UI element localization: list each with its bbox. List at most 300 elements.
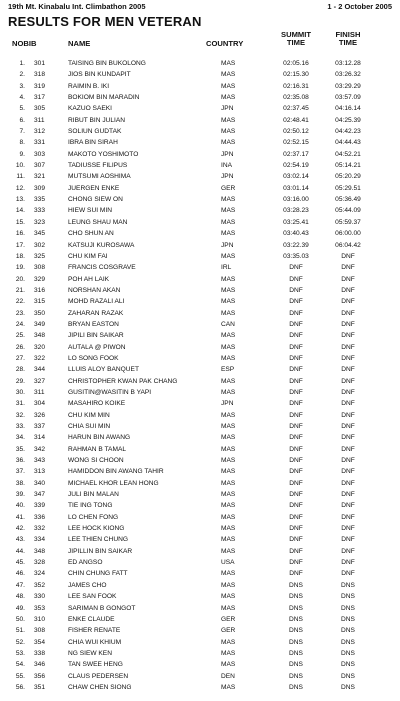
row-name: CHAW CHEN SIONG: [68, 683, 132, 691]
row-bib-number: 337: [34, 423, 46, 430]
row-country: MAS: [221, 309, 236, 317]
row-finish-time: DNF: [341, 525, 355, 533]
row-position: 42.: [15, 525, 25, 533]
table-row: [8, 342, 392, 353]
table-row: [8, 534, 392, 545]
row-country: MAS: [221, 491, 236, 499]
row-name: JUERGEN ENKE: [68, 184, 120, 192]
row-finish-time: 06:00.00: [335, 230, 361, 238]
table-row: [8, 126, 392, 137]
row-country: MAS: [221, 423, 236, 430]
table-row: [8, 376, 392, 387]
row-finish-time: DNF: [341, 264, 355, 272]
row-summit-time: DNF: [289, 377, 303, 385]
row-finish-time: DNF: [341, 252, 355, 260]
row-summit-time: 02:52.15: [283, 139, 309, 147]
row-summit-time: DNS: [289, 627, 303, 635]
row-finish-time: DNF: [341, 491, 355, 499]
row-bib-number: 347: [34, 491, 46, 499]
header-finish-time: [328, 31, 368, 47]
row-summit-time: DNF: [289, 570, 303, 578]
row-bib-number: 348: [34, 332, 46, 340]
row-summit-time: 03:25.41: [283, 218, 309, 226]
table-row: [8, 444, 392, 455]
row-position: 40.: [15, 502, 25, 510]
row-bib-number: 316: [34, 286, 46, 294]
row-finish-time: 05:20.29: [335, 173, 361, 181]
row-bib-number: 319: [34, 82, 46, 90]
row-bib-number: 342: [34, 445, 46, 453]
row-country: MAS: [221, 275, 236, 283]
row-finish-time: 04:52.21: [335, 150, 361, 158]
row-name: LEE THIEN CHUNG: [68, 536, 128, 544]
row-country: MAS: [221, 332, 236, 340]
table-row: [8, 614, 392, 625]
row-position: 21.: [15, 286, 25, 294]
row-finish-time: DNF: [341, 332, 355, 340]
row-bib-number: 323: [34, 218, 46, 226]
page-title: RESULTS FOR MEN VETERAN: [8, 14, 202, 29]
row-name: CHONG SIEW ON: [68, 196, 123, 204]
row-name: MICHAEL KHOR LEAN HONG: [68, 479, 159, 487]
results-table: [8, 58, 392, 693]
table-row: [8, 137, 392, 148]
row-name: CHRISTOPHER KWAN PAK CHANG: [68, 377, 178, 385]
row-country: MAS: [221, 71, 236, 79]
row-name: SARIMAN B GONGOT: [68, 604, 136, 612]
table-row: [8, 205, 392, 216]
row-country: MAS: [221, 468, 236, 476]
row-position: 1.: [19, 60, 25, 67]
row-country: INA: [221, 162, 232, 170]
row-finish-time: 03:29.29: [335, 82, 361, 90]
row-bib-number: 309: [34, 184, 46, 192]
row-bib-number: 353: [34, 604, 46, 612]
header-summit-time: [276, 31, 316, 47]
row-bib-number: 321: [34, 173, 46, 181]
row-position: 56.: [15, 683, 25, 691]
header-summit-line2: TIME: [286, 38, 306, 47]
row-name: LLUIS ALOY BANQUET: [68, 366, 139, 374]
row-name: AUTALA @ PIWON: [68, 343, 126, 351]
table-row: [8, 455, 392, 466]
row-bib-number: 314: [34, 434, 46, 442]
row-position: 27.: [15, 354, 25, 362]
row-position: 26.: [15, 343, 25, 351]
row-country: MAS: [221, 570, 236, 578]
row-name: LEUNG SHAU MAN: [68, 218, 128, 226]
table-row: [8, 69, 392, 80]
row-name: MASAHIRO KOIKE: [68, 400, 126, 408]
row-country: MAS: [221, 343, 236, 351]
row-country: MAS: [221, 116, 236, 124]
table-row: [8, 217, 392, 228]
row-country: ESP: [221, 366, 235, 374]
row-name: ENKE CLAUDE: [68, 615, 115, 623]
row-summit-time: DNF: [289, 434, 303, 442]
row-name: GUSITIN@WASITIN B YAPI: [68, 388, 152, 396]
row-name: LEE SAN FOOK: [68, 593, 117, 601]
row-position: 3.: [19, 82, 25, 90]
row-position: 24.: [15, 320, 25, 328]
row-name: LEE HOCK KIONG: [68, 525, 125, 533]
row-country: JPN: [221, 150, 234, 158]
row-position: 19.: [15, 264, 25, 272]
row-position: 6.: [19, 116, 25, 124]
row-country: MAS: [221, 298, 236, 306]
row-name: ZAHARAN RAZAK: [68, 309, 124, 317]
row-bib-number: 352: [34, 581, 46, 589]
row-summit-time: DNF: [289, 445, 303, 453]
table-row: [8, 591, 392, 602]
table-row: [8, 659, 392, 670]
row-summit-time: DNF: [289, 423, 303, 430]
row-position: 30.: [15, 388, 25, 396]
row-summit-time: DNF: [289, 491, 303, 499]
row-name: LO CHEN FONG: [68, 513, 119, 521]
row-bib-number: 338: [34, 649, 46, 657]
row-name: CHIN CHUNG FATT: [68, 570, 128, 578]
table-row: [8, 682, 392, 693]
row-position: 2.: [19, 71, 25, 79]
row-bib-number: 310: [34, 615, 46, 623]
row-name: CLAUS PEDERSEN: [68, 672, 129, 680]
row-country: JPN: [221, 173, 234, 181]
row-position: 9.: [19, 150, 25, 158]
row-name: SOLIUN GUDTAK: [68, 128, 122, 136]
row-bib-number: 350: [34, 309, 46, 317]
row-name: CHIA SUI MIN: [68, 423, 111, 430]
row-country: MAS: [221, 128, 236, 136]
table-row: [8, 251, 392, 262]
row-country: MAS: [221, 457, 236, 465]
row-name: LO SONG FOOK: [68, 354, 119, 362]
row-name: HARUN BIN AWANG: [68, 434, 131, 442]
row-bib-number: 307: [34, 162, 46, 170]
row-finish-time: DNF: [341, 479, 355, 487]
row-summit-time: DNF: [289, 457, 303, 465]
row-position: 36.: [15, 457, 25, 465]
row-name: NG SIEW KEN: [68, 649, 112, 657]
row-finish-time: DNS: [341, 627, 355, 635]
row-country: JPN: [221, 105, 234, 113]
row-summit-time: DNF: [289, 559, 303, 567]
row-country: MAS: [221, 139, 236, 147]
row-country: MAS: [221, 377, 236, 385]
row-summit-time: DNF: [289, 275, 303, 283]
row-bib-number: 345: [34, 230, 46, 238]
row-summit-time: DNF: [289, 264, 303, 272]
row-bib-number: 311: [34, 388, 45, 396]
row-name: TIE ING TONG: [68, 502, 113, 510]
row-bib-number: 328: [34, 559, 46, 567]
row-finish-time: 05:44.09: [335, 207, 361, 215]
row-summit-time: DNF: [289, 298, 303, 306]
row-summit-time: DNF: [289, 479, 303, 487]
row-finish-time: 05:59.37: [335, 218, 361, 226]
table-row: [8, 557, 392, 568]
event-dates: 1 - 2 October 2005: [327, 2, 392, 11]
row-name: CHU KIM FAI: [68, 252, 108, 260]
row-name: MUTSUMI AOSHIMA: [68, 173, 131, 181]
row-summit-time: 02:35.08: [283, 94, 309, 102]
row-finish-time: DNS: [341, 593, 355, 601]
row-finish-time: DNF: [341, 309, 355, 317]
row-summit-time: DNF: [289, 343, 303, 351]
row-finish-time: DNF: [341, 434, 355, 442]
row-summit-time: DNS: [289, 638, 303, 646]
row-position: 22.: [15, 298, 25, 306]
row-name: IBRA BIN SIRAH: [68, 139, 118, 147]
row-finish-time: 04:16.14: [335, 105, 361, 113]
row-finish-time: 04:25.39: [335, 116, 361, 124]
row-finish-time: DNF: [341, 366, 355, 374]
row-finish-time: 04:44.43: [335, 139, 361, 147]
row-country: MAS: [221, 547, 236, 555]
row-country: MAS: [221, 411, 236, 419]
row-name: JIPILI BIN SAIKAR: [68, 332, 124, 340]
row-summit-time: 03:28.23: [283, 207, 309, 215]
table-row: [8, 489, 392, 500]
row-bib-number: 330: [34, 593, 46, 601]
row-summit-time: DNF: [289, 286, 303, 294]
row-summit-time: DNF: [289, 320, 303, 328]
row-country: USA: [221, 559, 235, 567]
table-row: [8, 603, 392, 614]
row-finish-time: DNS: [341, 649, 355, 657]
row-bib-number: 304: [34, 400, 46, 408]
row-position: 41.: [15, 513, 25, 521]
row-name: JAMES CHO: [68, 581, 107, 589]
row-name: JIOS BIN KUNDAPIT: [68, 71, 131, 79]
row-finish-time: DNF: [341, 400, 355, 408]
row-summit-time: DNF: [289, 388, 303, 396]
row-bib-number: 336: [34, 513, 46, 521]
row-finish-time: DNF: [341, 411, 355, 419]
row-finish-time: DNF: [341, 513, 355, 521]
row-finish-time: 05:36.49: [335, 196, 361, 204]
row-country: MAS: [221, 286, 236, 294]
row-position: 16.: [15, 230, 25, 238]
row-country: IRL: [221, 264, 232, 272]
row-position: 18.: [15, 252, 25, 260]
row-finish-time: DNF: [341, 354, 355, 362]
table-row: [8, 478, 392, 489]
row-summit-time: DNF: [289, 468, 303, 476]
row-name: NORSHAN AKAN: [68, 286, 121, 294]
row-name: TAISING BIN BUKOLONG: [68, 60, 146, 67]
table-row: [8, 364, 392, 375]
row-bib-number: 312: [34, 128, 46, 136]
row-country: MAS: [221, 593, 236, 601]
row-finish-time: DNF: [341, 457, 355, 465]
row-position: 7.: [19, 128, 25, 136]
row-finish-time: DNF: [341, 468, 355, 476]
row-finish-time: 03:26.32: [335, 71, 361, 79]
row-name: BOKIOM BIN MARADIN: [68, 94, 140, 102]
row-bib-number: 322: [34, 354, 46, 362]
table-row: [8, 285, 392, 296]
row-finish-time: DNF: [341, 298, 355, 306]
header-summit-line1: SUMMIT: [281, 30, 311, 39]
row-country: MAS: [221, 649, 236, 657]
row-bib-number: 354: [34, 638, 46, 646]
row-summit-time: 02:16.31: [283, 82, 309, 90]
table-row: [8, 81, 392, 92]
row-summit-time: DNS: [289, 604, 303, 612]
row-position: 15.: [15, 218, 25, 226]
row-position: 39.: [15, 491, 25, 499]
row-name: TAN SWEE HENG: [68, 661, 123, 669]
row-country: GER: [221, 627, 236, 635]
row-name: ED ANGSO: [68, 559, 103, 567]
row-summit-time: DNS: [289, 683, 303, 691]
table-row: [8, 240, 392, 251]
table-row: [8, 387, 392, 398]
row-finish-time: DNS: [341, 604, 355, 612]
row-position: 12.: [15, 184, 25, 192]
row-name: HIEW SUI MIN: [68, 207, 112, 215]
table-row: [8, 353, 392, 364]
row-summit-time: DNF: [289, 411, 303, 419]
row-country: MAS: [221, 513, 236, 521]
row-summit-time: 03:35.03: [283, 252, 309, 260]
row-position: 5.: [19, 105, 25, 113]
row-position: 55.: [15, 672, 25, 680]
row-position: 47.: [15, 581, 25, 589]
row-finish-time: DNF: [341, 502, 355, 510]
row-bib-number: 326: [34, 411, 46, 419]
row-finish-time: DNF: [341, 570, 355, 578]
row-summit-time: 02:37.45: [283, 105, 309, 113]
row-summit-time: DNS: [289, 593, 303, 601]
row-name: KAZUO SAEKI: [68, 105, 112, 113]
row-bib-number: 327: [34, 377, 46, 385]
row-summit-time: DNS: [289, 649, 303, 657]
row-country: MAS: [221, 388, 236, 396]
row-bib-number: 320: [34, 343, 46, 351]
row-country: MAS: [221, 218, 236, 226]
table-row: [8, 319, 392, 330]
row-position: 44.: [15, 547, 25, 555]
row-finish-time: DNF: [341, 547, 355, 555]
row-name: KATSUJI KUROSAWA: [68, 241, 135, 249]
row-summit-time: DNF: [289, 547, 303, 555]
row-bib-number: 318: [34, 71, 46, 79]
row-name: JULI BIN MALAN: [68, 491, 119, 499]
row-name: FRANCIS COSGRAVE: [68, 264, 136, 272]
row-summit-time: 02:37.17: [283, 150, 309, 158]
row-finish-time: DNF: [341, 343, 355, 351]
row-summit-time: DNF: [289, 309, 303, 317]
row-bib-number: 311: [34, 116, 45, 124]
row-country: MAS: [221, 683, 236, 691]
row-summit-time: DNS: [289, 615, 303, 623]
row-name: MAKOTO YOSHIMOTO: [68, 150, 139, 158]
row-summit-time: DNF: [289, 536, 303, 544]
row-name: CHU KIM MIN: [68, 411, 110, 419]
row-position: 25.: [15, 332, 25, 340]
row-position: 38.: [15, 479, 25, 487]
row-bib-number: 324: [34, 570, 46, 578]
row-country: MAS: [221, 581, 236, 589]
row-position: 50.: [15, 615, 25, 623]
row-position: 53.: [15, 649, 25, 657]
row-country: MAS: [221, 479, 236, 487]
row-name: JIPILLIN BIN SAIKAR: [68, 547, 133, 555]
table-row: [8, 262, 392, 273]
row-country: MAS: [221, 638, 236, 646]
row-position: 43.: [15, 536, 25, 544]
row-bib-number: 305: [34, 105, 46, 113]
row-position: 34.: [15, 434, 25, 442]
row-bib-number: 303: [34, 150, 46, 158]
row-finish-time: DNS: [341, 661, 355, 669]
row-bib-number: 334: [34, 536, 46, 544]
row-summit-time: DNF: [289, 332, 303, 340]
table-row: [8, 671, 392, 682]
table-row: [8, 171, 392, 182]
row-position: 45.: [15, 559, 25, 567]
row-country: JPN: [221, 241, 234, 249]
row-summit-time: DNF: [289, 525, 303, 533]
table-row: [8, 500, 392, 511]
row-position: 46.: [15, 570, 25, 578]
row-summit-time: 03:02.14: [283, 173, 309, 181]
table-row: [8, 432, 392, 443]
row-summit-time: 03:40.43: [283, 230, 309, 238]
row-position: 11.: [16, 173, 25, 181]
header-country: COUNTRY: [206, 39, 244, 48]
row-country: CAN: [221, 320, 235, 328]
table-row: [8, 580, 392, 591]
row-finish-time: 03:57.09: [335, 94, 361, 102]
header-nobib: NOBIB: [12, 39, 37, 48]
row-bib-number: 343: [34, 457, 46, 465]
row-finish-time: DNF: [341, 286, 355, 294]
row-bib-number: 351: [34, 683, 46, 691]
row-bib-number: 329: [34, 275, 46, 283]
event-name: 19th Mt. Kinabalu Int. Climbathon 2005: [8, 2, 146, 11]
row-bib-number: 331: [34, 139, 46, 147]
row-country: MAS: [221, 230, 236, 238]
row-position: 35.: [15, 445, 25, 453]
row-summit-time: 02:54.19: [283, 162, 309, 170]
row-name: HAMIDDON BIN AWANG TAHIR: [68, 468, 164, 476]
row-position: 17.: [15, 241, 25, 249]
row-finish-time: DNF: [341, 275, 355, 283]
table-row: [8, 421, 392, 432]
row-bib-number: 315: [34, 298, 46, 306]
row-summit-time: DNF: [289, 400, 303, 408]
table-row: [8, 466, 392, 477]
row-country: MAS: [221, 82, 236, 90]
row-position: 48.: [15, 593, 25, 601]
row-bib-number: 333: [34, 207, 46, 215]
row-finish-time: 04:42.23: [335, 128, 361, 136]
row-country: MAS: [221, 525, 236, 533]
row-name: RAHMAN B TAMAL: [68, 445, 127, 453]
row-summit-time: 03:16.00: [283, 196, 309, 204]
table-row: [8, 58, 392, 69]
row-country: MAS: [221, 252, 236, 260]
event-header: [8, 2, 392, 12]
row-bib-number: 348: [34, 547, 46, 555]
row-position: 33.: [15, 423, 25, 430]
table-row: [8, 546, 392, 557]
row-finish-time: DNF: [341, 423, 355, 430]
table-row: [8, 194, 392, 205]
